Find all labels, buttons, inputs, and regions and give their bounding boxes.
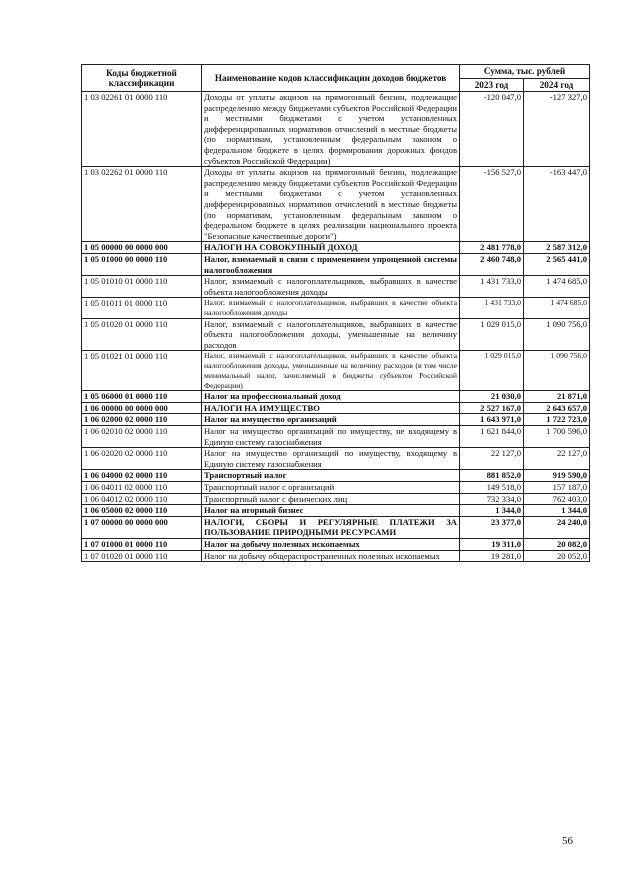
row-value-2023: 23 377,0	[460, 516, 524, 538]
row-name: Транспортный налог с физических лиц	[202, 493, 460, 505]
header-codes: Коды бюджетной классификации	[82, 65, 202, 92]
header-year-2024: 2024 год	[524, 78, 590, 92]
table-row	[82, 493, 590, 505]
row-name: Налог на имущество организаций по имуществу, не входящему в Единую систему газоснабжения	[202, 426, 460, 448]
row-code: 1 03 02261 01 0000 110	[82, 92, 202, 167]
row-name: Налог, взимаемый с налогоплательщиков, выбравших в качестве объекта налогообложения доходы, уменьшенные на величину расходов (в том числе минимальный налог, зачисляемый в бюджеты субъектов Российской Федерации)	[202, 351, 460, 391]
row-name: НАЛОГИ, СБОРЫ И РЕГУЛЯРНЫЕ ПЛАТЕЖИ ЗА ПОЛЬЗОВАНИЕ ПРИРОДНЫМИ РЕСУРСАМИ	[202, 516, 460, 538]
row-code: 1 06 04012 02 0000 110	[82, 493, 202, 505]
row-value-2024: 1 474 685,0	[524, 276, 590, 298]
row-name: Налог на профессиональный доход	[202, 391, 460, 403]
row-value-2023: 1 643 971,0	[460, 414, 524, 426]
row-value-2023: 881 852,0	[460, 470, 524, 482]
row-value-2024: 762 403,0	[524, 493, 590, 505]
row-code: 1 07 01020 01 0000 110	[82, 550, 202, 562]
table-row	[82, 92, 590, 167]
budget-revenue-table	[81, 64, 590, 562]
row-value-2023: 19 281,0	[460, 550, 524, 562]
row-value-2024: 1 090 756,0	[524, 351, 590, 391]
row-code: 1 06 00000 00 0000 000	[82, 402, 202, 414]
row-value-2023: 1 029 015,0	[460, 351, 524, 391]
table-row	[82, 516, 590, 538]
row-name: Налог, взимаемый с налогоплательщиков, выбравших в качестве объекта налогообложения доходы	[202, 298, 460, 318]
row-value-2024: 1 474 685,0	[524, 298, 590, 318]
row-value-2024: 157 187,0	[524, 482, 590, 494]
row-value-2024: 22 127,0	[524, 448, 590, 470]
row-code: 1 06 02010 02 0000 110	[82, 426, 202, 448]
row-value-2024: 919 590,0	[524, 470, 590, 482]
row-code: 1 05 01021 01 0000 110	[82, 351, 202, 391]
row-value-2023: 1 431 733,0	[460, 276, 524, 298]
table-row	[82, 351, 590, 391]
row-value-2024: 2 565 441,0	[524, 253, 590, 275]
row-name: Налог на игорный бизнес	[202, 505, 460, 517]
row-value-2023: -156 527,0	[460, 167, 524, 242]
row-value-2023: 1 431 733,0	[460, 298, 524, 318]
header-year-2023: 2023 год	[460, 78, 524, 92]
row-value-2024: 20 052,0	[524, 550, 590, 562]
row-value-2024: 24 240,0	[524, 516, 590, 538]
row-name: НАЛОГИ НА ИМУЩЕСТВО	[202, 402, 460, 414]
row-name: Налог на имущество организаций по имуществу, входящему в Единую систему газоснабжения	[202, 448, 460, 470]
row-name: Налог на имущество организаций	[202, 414, 460, 426]
row-value-2024: 1 700 596,0	[524, 426, 590, 448]
table-row	[82, 402, 590, 414]
table-row	[82, 318, 590, 351]
table-row	[82, 276, 590, 298]
row-name: НАЛОГИ НА СОВОКУПНЫЙ ДОХОД	[202, 242, 460, 254]
row-value-2024: -163 447,0	[524, 167, 590, 242]
table-row	[82, 539, 590, 551]
table-row	[82, 391, 590, 403]
row-value-2024: 1 344,0	[524, 505, 590, 517]
row-code: 1 06 02000 02 0000 110	[82, 414, 202, 426]
row-code: 1 07 01000 01 0000 110	[82, 539, 202, 551]
row-code: 1 05 01010 01 0000 110	[82, 276, 202, 298]
header-name: Наименование кодов классификации доходов бюджетов	[202, 65, 460, 92]
row-code: 1 05 06000 01 0000 110	[82, 391, 202, 403]
row-value-2023: 22 127,0	[460, 448, 524, 470]
row-value-2023: 19 311,0	[460, 539, 524, 551]
row-value-2023: 732 334,0	[460, 493, 524, 505]
row-code: 1 05 00000 00 0000 000	[82, 242, 202, 254]
row-value-2023: 1 029 015,0	[460, 318, 524, 351]
row-value-2024: 1 090 756,0	[524, 318, 590, 351]
row-name: Транспортный налог с организаций	[202, 482, 460, 494]
row-name: Налог на добычу полезных ископаемых	[202, 539, 460, 551]
page-number: 56	[562, 835, 573, 847]
row-value-2023: 2 527 167,0	[460, 402, 524, 414]
table-row	[82, 505, 590, 517]
table-row	[82, 470, 590, 482]
row-value-2023: 1 621 844,0	[460, 426, 524, 448]
row-code: 1 06 04000 02 0000 110	[82, 470, 202, 482]
table-row	[82, 550, 590, 562]
header-sum: Сумма, тыс. рублей	[460, 65, 590, 79]
row-value-2023: -120 047,0	[460, 92, 524, 167]
row-value-2023: 21 030,0	[460, 391, 524, 403]
row-name: Налог, взимаемый с налогоплательщиков, выбравших в качестве объекта налогообложения доходы	[202, 276, 460, 298]
table-row	[82, 167, 590, 242]
table-row	[82, 242, 590, 254]
row-value-2024: 2 587 312,0	[524, 242, 590, 254]
row-code: 1 05 01000 00 0000 110	[82, 253, 202, 275]
table-row	[82, 448, 590, 470]
row-value-2024: 20 082,0	[524, 539, 590, 551]
table-row	[82, 298, 590, 318]
row-code: 1 07 00000 00 0000 000	[82, 516, 202, 538]
row-code: 1 06 04011 02 0000 110	[82, 482, 202, 494]
row-code: 1 05 01011 01 0000 110	[82, 298, 202, 318]
row-value-2024: 1 722 723,0	[524, 414, 590, 426]
row-name: Налог, взимаемый в связи с применением упрощенной системы налогообложения	[202, 253, 460, 275]
row-value-2024: 2 643 657,0	[524, 402, 590, 414]
row-name: Доходы от уплаты акцизов на прямогонный бензин, подлежащие распределению между бюджетами субъектов Российской Федерации и местными бюджетами с учетом установленных дифференцированных нормативов отчислений в местные бюджеты (по нормативам, установленным федеральным законом о федеральном бюджете в целях реализации национального проекта "Безопасные качественные дороги")	[202, 167, 460, 242]
row-value-2023: 149 518,0	[460, 482, 524, 494]
table-row	[82, 482, 590, 494]
row-value-2023: 1 344,0	[460, 505, 524, 517]
row-name: Налог, взимаемый с налогоплательщиков, выбравших в качестве объекта налогообложения доходы, уменьшенные на величину расходов	[202, 318, 460, 351]
table-row	[82, 426, 590, 448]
row-value-2023: 2 460 748,0	[460, 253, 524, 275]
row-code: 1 03 02262 01 0000 110	[82, 167, 202, 242]
row-value-2024: 21 871,0	[524, 391, 590, 403]
table-row	[82, 414, 590, 426]
row-code: 1 06 02020 02 0000 110	[82, 448, 202, 470]
row-code: 1 06 05000 02 0000 110	[82, 505, 202, 517]
row-name: Транспортный налог	[202, 470, 460, 482]
row-value-2023: 2 481 778,0	[460, 242, 524, 254]
table-body	[82, 92, 590, 562]
row-code: 1 05 01020 01 0000 110	[82, 318, 202, 351]
row-name: Налог на добычу общераспространенных полезных ископаемых	[202, 550, 460, 562]
row-value-2024: -127 327,0	[524, 92, 590, 167]
row-name: Доходы от уплаты акцизов на прямогонный бензин, подлежащие распределению между бюджетами субъектов Российской Федерации и местными бюджетами с учетом установленных дифференцированных нормативов отчислений в местные бюджеты (по нормативам, установленным федеральным законом о федеральном бюджете в целях формирования дорожных фондов субъектов Российской Федерации)	[202, 92, 460, 167]
table-row	[82, 253, 590, 275]
